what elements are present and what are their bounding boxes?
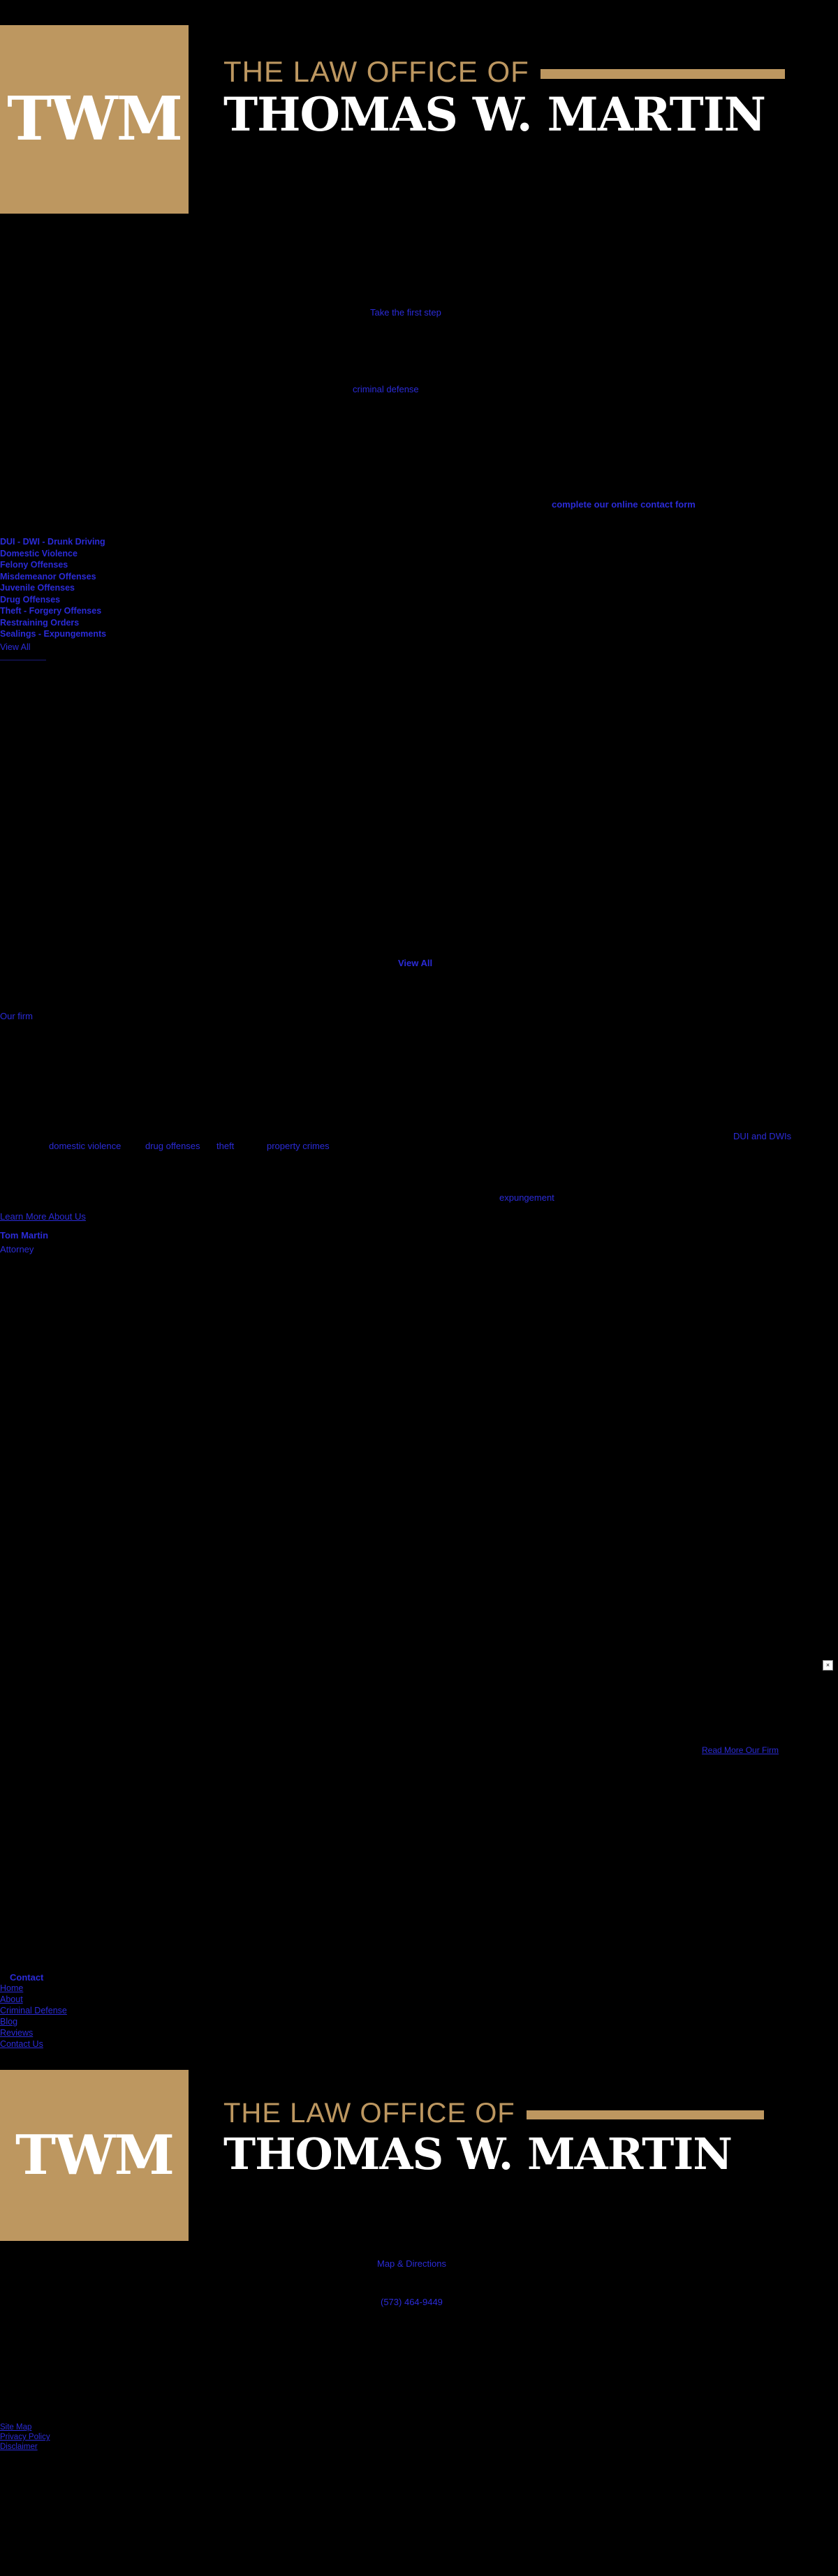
footer-nav-item-home[interactable]: Home: [0, 1983, 24, 1993]
view-all-button[interactable]: View All: [398, 958, 433, 968]
brand-pre-title: [223, 57, 838, 87]
tag-drug-offenses[interactable]: drug offenses: [145, 1141, 200, 1151]
tag-domestic-violence[interactable]: domestic violence: [49, 1141, 122, 1151]
legal-links: [0, 2422, 50, 2452]
footer-logo-block[interactable]: [0, 2070, 189, 2241]
phone-number-link[interactable]: (573) 464-9449: [381, 2297, 443, 2307]
practice-area-item[interactable]: Drug Offenses: [0, 594, 61, 605]
attorney-name[interactable]: Tom Martin: [0, 1230, 49, 1241]
footer-brand-rule: [527, 2110, 764, 2119]
dui-dwi-link[interactable]: DUI and DWIs: [733, 1131, 792, 1141]
logo-text: TWM: [7, 84, 182, 154]
footer-brand-pre-title: [223, 2099, 838, 2127]
practice-areas-list: [0, 536, 182, 660]
footer-nav-item-about[interactable]: About: [0, 1994, 23, 2004]
attorney-role: Attorney: [0, 1244, 34, 1254]
site-header: [0, 0, 838, 223]
reviews-read-more-link[interactable]: Read More Our Firm: [702, 1745, 779, 1755]
practice-area-item[interactable]: Juvenile Offenses: [0, 583, 75, 593]
legal-link-site-map[interactable]: Site Map: [0, 2423, 32, 2431]
tag-property-crimes[interactable]: property crimes: [267, 1141, 330, 1151]
hero-subtext[interactable]: criminal defense: [353, 384, 419, 394]
legal-link-disclaimer[interactable]: Disclaimer: [0, 2443, 38, 2451]
footer-nav-item-contact[interactable]: Contact Us: [0, 2039, 43, 2049]
practice-area-item[interactable]: Felony Offenses: [0, 560, 68, 570]
practice-areas-view-all[interactable]: View All: [0, 642, 31, 652]
map-directions-link[interactable]: Map & Directions: [377, 2258, 446, 2269]
footer-logo-text: TWM: [15, 2124, 173, 2187]
footer-nav-item-criminal-defense[interactable]: Criminal Defense: [0, 2006, 67, 2015]
brand-firm-name: THOMAS W. MARTIN: [223, 87, 765, 142]
expungement-link[interactable]: expungement: [499, 1192, 554, 1203]
hero-cta-link[interactable]: Take the first step: [370, 307, 441, 318]
brand-rule: [541, 69, 785, 79]
close-icon[interactable]: ×: [823, 1660, 833, 1671]
learn-more-about-us-link[interactable]: Learn More About Us: [0, 1211, 86, 1222]
practice-area-item[interactable]: Restraining Orders: [0, 617, 80, 628]
footer-nav-title: Contact: [10, 1972, 44, 1983]
brand-pre-title-text: THE LAW OFFICE OF: [223, 55, 529, 88]
online-contact-form-link[interactable]: complete our online contact form: [552, 499, 696, 510]
footer-nav-item-blog[interactable]: Blog: [0, 2017, 18, 2027]
footer-brand-firm-name: THOMAS W. MARTIN: [223, 2129, 732, 2179]
footer-nav: [0, 1972, 210, 2050]
practice-area-item[interactable]: Theft - Forgery Offenses: [0, 606, 102, 616]
our-firm-link[interactable]: Our firm: [0, 1011, 33, 1021]
tag-theft[interactable]: theft: [216, 1141, 235, 1151]
footer-brand-pre-title-text: THE LAW OFFICE OF: [223, 2098, 515, 2129]
legal-link-privacy-policy[interactable]: Privacy Policy: [0, 2433, 50, 2441]
practice-area-item[interactable]: DUI - DWI - Drunk Driving: [0, 537, 105, 547]
practice-area-item[interactable]: Misdemeanor Offenses: [0, 571, 96, 582]
practice-area-item[interactable]: Sealings - Expungements: [0, 629, 107, 639]
footer-brand: [0, 2070, 838, 2258]
practice-area-item[interactable]: Domestic Violence: [0, 548, 78, 558]
brand: [223, 55, 838, 142]
footer-brand-text: [223, 2099, 838, 2177]
footer-nav-item-reviews[interactable]: Reviews: [0, 2028, 34, 2038]
practice-tag-row: [0, 1141, 838, 1155]
logo-block[interactable]: [0, 25, 189, 214]
